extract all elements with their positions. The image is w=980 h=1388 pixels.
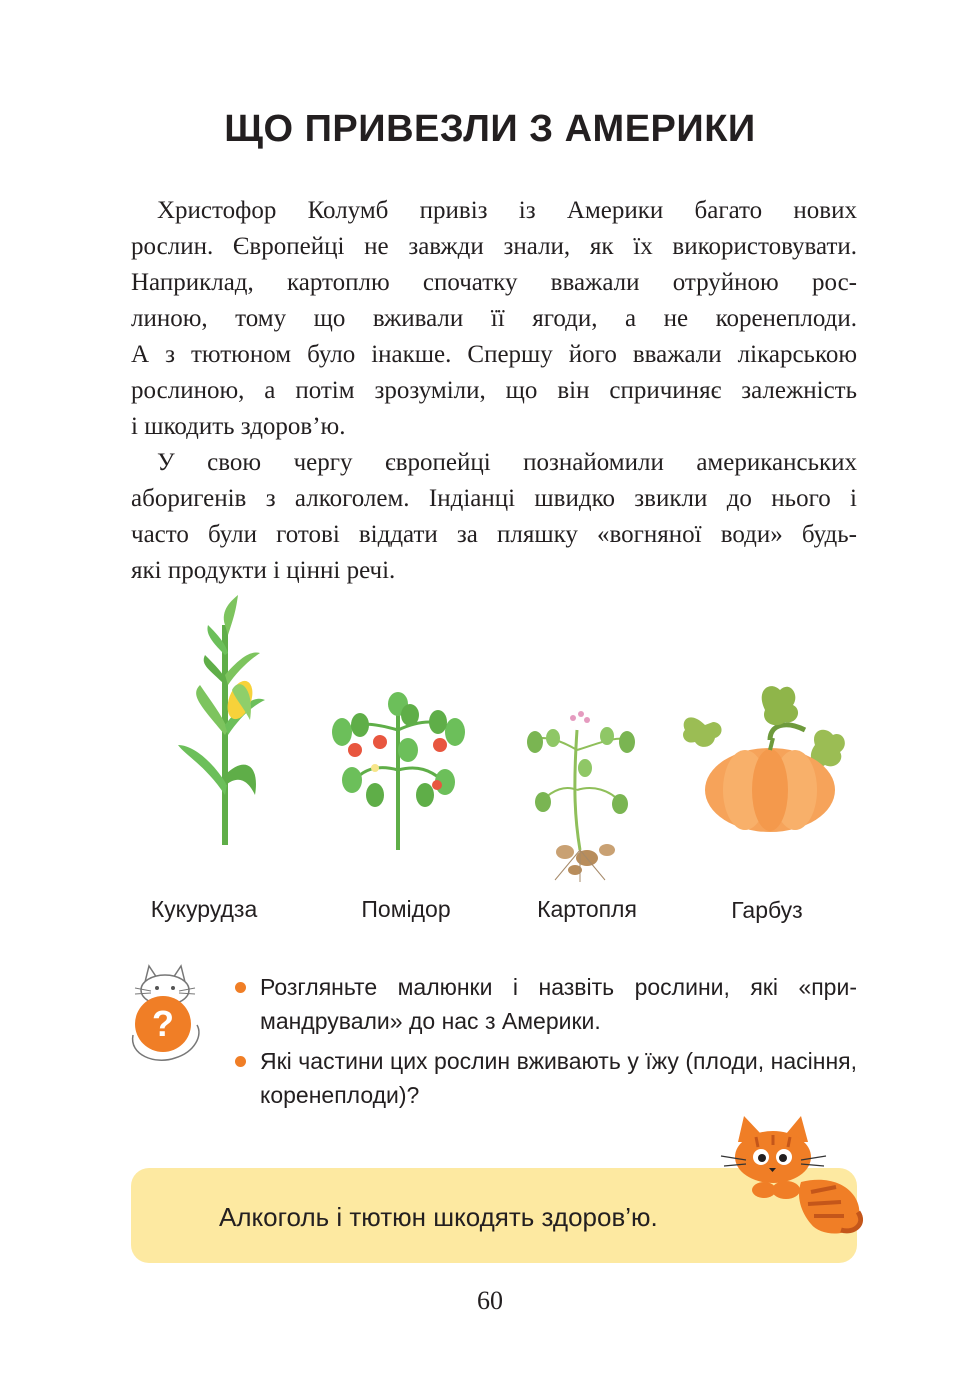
paragraph-line: часто були готові віддати за пляшку «вогняної води» будь-	[131, 521, 857, 548]
paragraph-line: аборигенів з алкоголем. Індіанці швидко звикли до нього і	[131, 485, 857, 512]
paragraph-2	[131, 445, 857, 589]
paragraph-line: рослин. Європейці не завжди знали, як їх використовувати.	[131, 233, 857, 260]
paragraph-line: У свою чергу європейці познайомили американських	[157, 449, 857, 476]
orange-cat-icon	[716, 1112, 866, 1237]
pumpkin-plant-icon	[675, 680, 850, 835]
plant-label-pumpkin: Гарбуз	[731, 897, 803, 923]
paragraph-line: линою, тому що вживали її ягоди, а не коренеплоди.	[131, 305, 857, 332]
note-text: Алкоголь і тютюн шкодять здоров’ю.	[219, 1202, 658, 1232]
question-mark: ?	[152, 1003, 174, 1044]
paragraph-line: які продукти і цінні речі.	[131, 557, 396, 584]
plant-label-tomato: Помідор	[361, 896, 451, 922]
question-list	[232, 970, 857, 1118]
question-text: Розгляньте малюнки і назвіть рослини, які «примандрували» до нас з Америки.	[260, 974, 857, 1034]
corn-plant-icon	[170, 595, 280, 850]
page-number: 60	[477, 1286, 503, 1315]
question-cat-icon	[125, 960, 205, 1065]
potato-plant-icon	[525, 710, 640, 885]
paragraph-1	[131, 193, 857, 445]
question-item	[232, 970, 857, 1038]
question-item	[232, 1044, 857, 1112]
paragraph-line: Наприклад, картоплю спочатку вважали отруйною рос-	[131, 269, 857, 296]
bullet-dot-icon	[235, 1056, 246, 1067]
paragraph-line: і шкодить здоров’ю.	[131, 413, 346, 440]
page-title: ЩО ПРИВЕЗЛИ З АМЕРИКИ	[224, 108, 756, 150]
plant-label-potato: Картопля	[537, 896, 637, 922]
paragraph-line: Христофор Колумб привіз із Америки багато нових	[157, 197, 857, 224]
question-text: Які частини цих рослин вживають у їжу (плоди, насіння, коренеплоди)?	[260, 1048, 857, 1108]
paragraph-line: А з тютюном було інакше. Спершу його вважали лікарською	[131, 341, 857, 368]
tomato-plant-icon	[330, 690, 465, 852]
paragraph-line: рослиною, а потім зрозуміли, що він спричиняє залежність	[131, 377, 857, 404]
bullet-dot-icon	[235, 982, 246, 993]
plant-label-corn: Кукурудза	[150, 896, 258, 922]
